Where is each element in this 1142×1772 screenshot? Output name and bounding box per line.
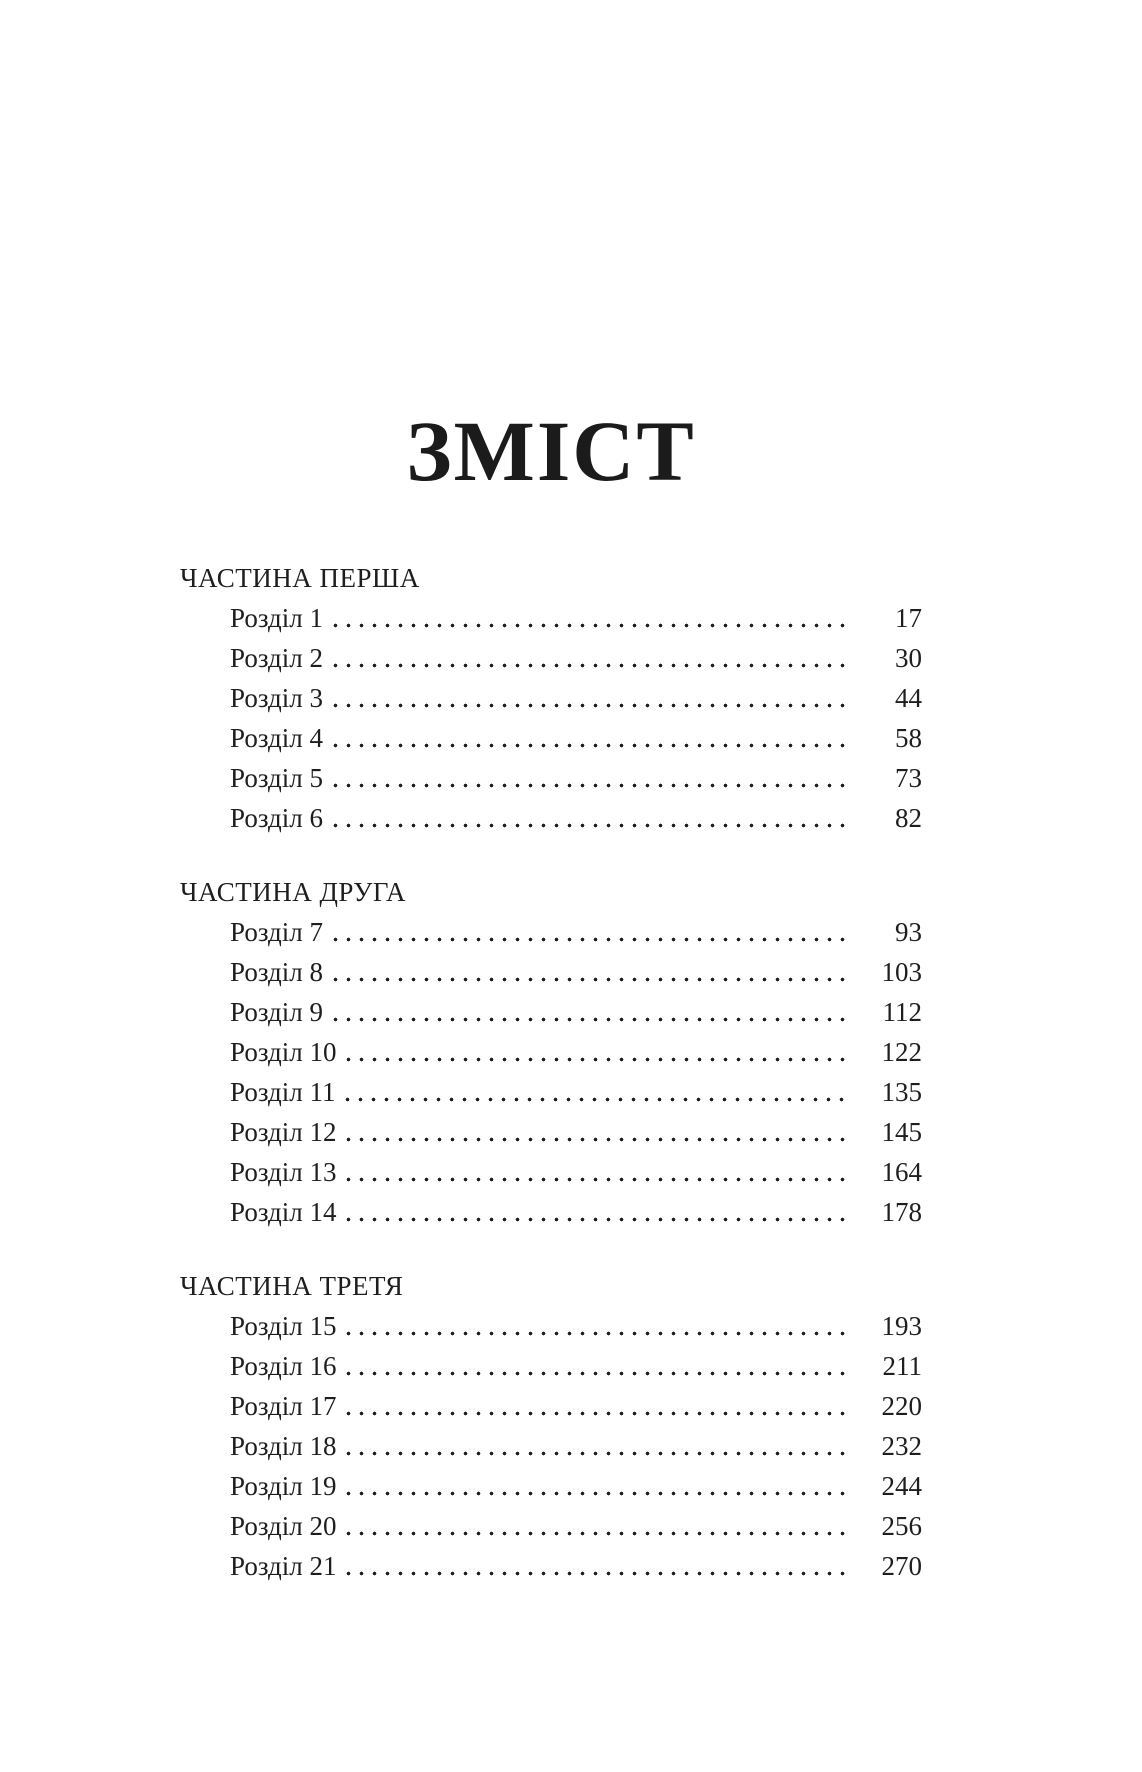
toc-entry — [230, 1466, 922, 1506]
page-number: 220 — [881, 1391, 922, 1421]
chapter-label: Розділ 1 — [230, 603, 323, 633]
dot-leader — [342, 1546, 848, 1586]
dot-leader — [342, 1346, 848, 1386]
dot-leader — [329, 638, 848, 678]
toc-entry — [230, 1386, 922, 1426]
section-entries — [180, 598, 922, 838]
page-number: 93 — [895, 917, 922, 947]
page-number: 232 — [881, 1431, 922, 1461]
chapter-label: Розділ 2 — [230, 643, 323, 673]
page-number: 82 — [895, 803, 922, 833]
chapter-label: Розділ 17 — [230, 1391, 337, 1421]
dot-leader — [341, 1072, 848, 1112]
page-number: 122 — [881, 1037, 922, 1067]
page-number: 17 — [895, 603, 922, 633]
chapter-label: Розділ 20 — [230, 1511, 337, 1541]
toc-entry — [230, 1152, 922, 1192]
dot-leader — [342, 1506, 848, 1546]
page-number: 58 — [895, 723, 922, 753]
toc-entry — [230, 798, 922, 838]
dot-leader — [329, 678, 848, 718]
toc-entry — [230, 1346, 922, 1386]
chapter-label: Розділ 12 — [230, 1117, 337, 1147]
dot-leader — [329, 598, 848, 638]
toc-entry — [230, 598, 922, 638]
dot-leader — [329, 992, 848, 1032]
dot-leader — [329, 912, 848, 952]
page-number: 44 — [895, 683, 922, 713]
chapter-label: Розділ 3 — [230, 683, 323, 713]
chapter-label: Розділ 11 — [230, 1077, 336, 1107]
page-number: 178 — [881, 1197, 922, 1227]
chapter-label: Розділ 4 — [230, 723, 323, 753]
chapter-label: Розділ 6 — [230, 803, 323, 833]
toc-entry — [230, 678, 922, 718]
page-number: 244 — [881, 1471, 922, 1501]
chapter-label: Розділ 21 — [230, 1551, 337, 1581]
chapter-label: Розділ 13 — [230, 1157, 337, 1187]
page-number: 135 — [881, 1077, 922, 1107]
toc-entry — [230, 992, 922, 1032]
dot-leader — [329, 718, 848, 758]
page-number: 103 — [881, 957, 922, 987]
chapter-label: Розділ 15 — [230, 1311, 337, 1341]
toc-entry — [230, 1192, 922, 1232]
dot-leader — [342, 1426, 848, 1466]
table-of-contents — [180, 558, 922, 1586]
section-heading: ЧАСТИНА ТРЕТЯ — [180, 1271, 404, 1301]
chapter-label: Розділ 10 — [230, 1037, 337, 1067]
toc-entry — [230, 1426, 922, 1466]
dot-leader — [329, 758, 848, 798]
section-entries — [180, 1306, 922, 1586]
page-number: 145 — [881, 1117, 922, 1147]
chapter-label: Розділ 8 — [230, 957, 323, 987]
chapter-label: Розділ 14 — [230, 1197, 337, 1227]
page-number: 256 — [881, 1511, 922, 1541]
page-number: 112 — [882, 997, 922, 1027]
section-entries — [180, 912, 922, 1232]
dot-leader — [342, 1112, 848, 1152]
page-number: 211 — [882, 1351, 922, 1381]
chapter-label: Розділ 18 — [230, 1431, 337, 1461]
dot-leader — [342, 1032, 848, 1072]
dot-leader — [329, 952, 848, 992]
page-title: ЗМІСТ — [406, 403, 696, 499]
page-number: 270 — [881, 1551, 922, 1581]
book-page — [180, 0, 922, 1586]
dot-leader — [342, 1192, 848, 1232]
section-heading: ЧАСТИНА ПЕРША — [180, 563, 420, 593]
dot-leader — [329, 798, 848, 838]
toc-entry — [230, 1112, 922, 1152]
chapter-label: Розділ 16 — [230, 1351, 337, 1381]
chapter-label: Розділ 5 — [230, 763, 323, 793]
chapter-label: Розділ 7 — [230, 917, 323, 947]
chapter-label: Розділ 19 — [230, 1471, 337, 1501]
toc-entry — [230, 1546, 922, 1586]
toc-entry — [230, 718, 922, 758]
chapter-label: Розділ 9 — [230, 997, 323, 1027]
page-number: 164 — [881, 1157, 922, 1187]
toc-entry — [230, 758, 922, 798]
toc-entry — [230, 1072, 922, 1112]
page-number: 30 — [895, 643, 922, 673]
section-heading: ЧАСТИНА ДРУГА — [180, 877, 406, 907]
toc-entry — [230, 912, 922, 952]
toc-entry — [230, 1306, 922, 1346]
dot-leader — [342, 1386, 848, 1426]
page-number: 193 — [881, 1311, 922, 1341]
toc-section — [180, 1266, 922, 1586]
toc-entry — [230, 1032, 922, 1072]
toc-entry — [230, 1506, 922, 1546]
dot-leader — [342, 1466, 848, 1506]
dot-leader — [342, 1152, 848, 1192]
toc-entry — [230, 952, 922, 992]
toc-entry — [230, 638, 922, 678]
page-number: 73 — [895, 763, 922, 793]
dot-leader — [342, 1306, 848, 1346]
toc-section — [180, 558, 922, 838]
toc-section — [180, 872, 922, 1232]
